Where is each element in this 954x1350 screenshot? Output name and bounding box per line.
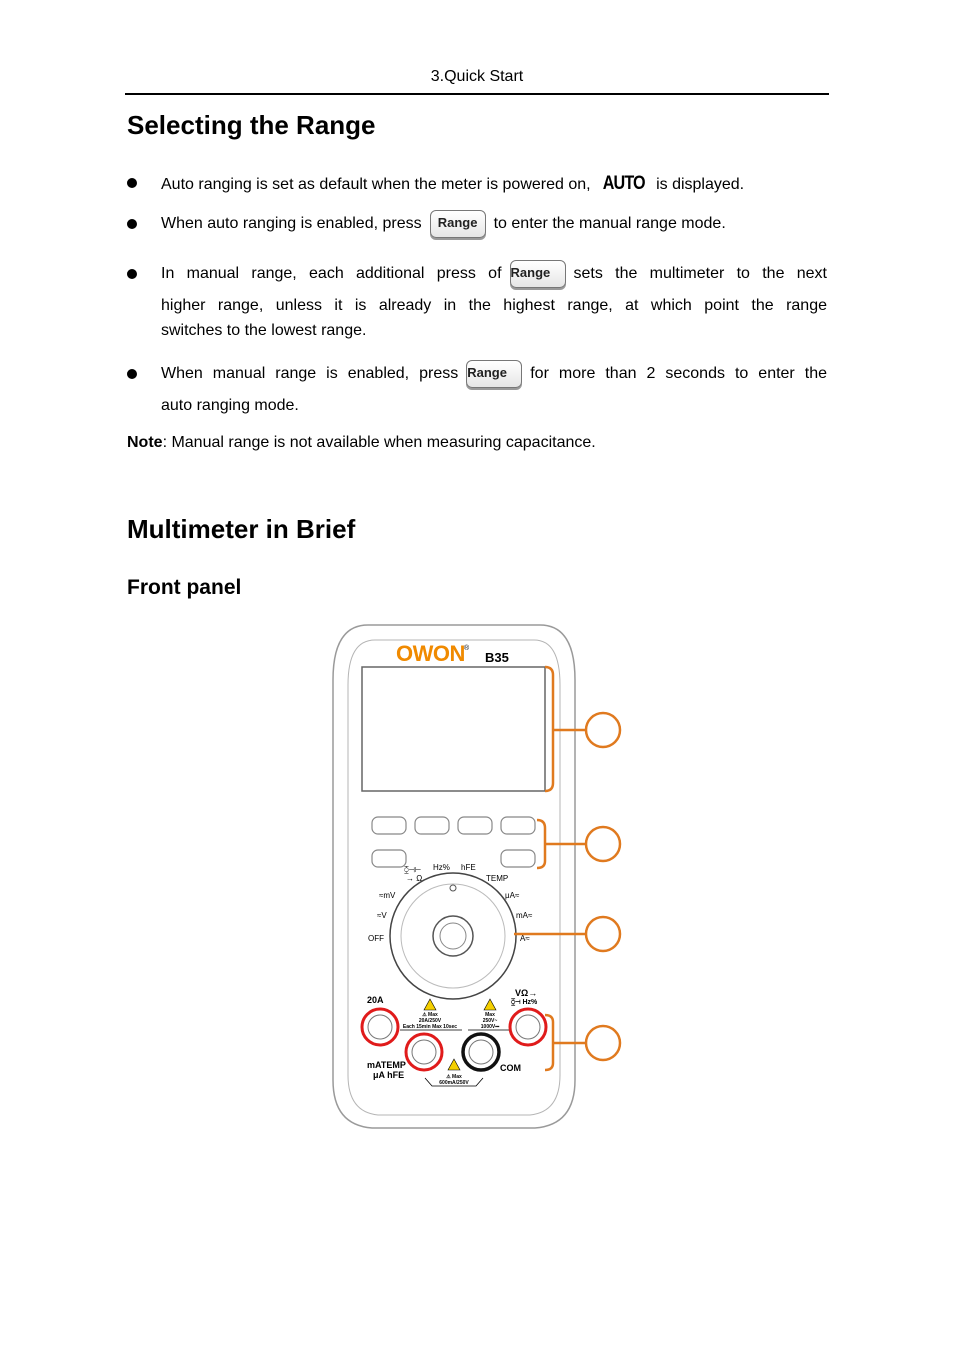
dial-label-hz: Hz% (433, 863, 450, 872)
registered-mark-icon: ® (464, 645, 470, 652)
section-title-range: Selecting the Range (127, 110, 376, 140)
bullet-text-segment: for more than 2 seconds to enter the (530, 365, 827, 382)
jack-label-vohm-2: ⧲⊣ Hz% (511, 999, 538, 1006)
header-rule (125, 93, 829, 95)
lcd-display (362, 667, 545, 791)
range-key-icon: Range (430, 210, 486, 238)
section-title-brief: Multimeter in Brief (127, 514, 356, 544)
bullet-line: auto ranging mode. (161, 397, 299, 414)
function-button (372, 817, 406, 834)
bullet-text (161, 210, 827, 238)
bullet-text-segment: to enter the manual range mode. (493, 215, 726, 233)
bullet-text-segment: Auto ranging is set as default when the meter is powered on, (161, 176, 591, 193)
bullet-text (161, 259, 827, 343)
warning-text: Max (485, 1012, 495, 1018)
callout-circle-4 (586, 1026, 620, 1060)
brand-logo: OWON (396, 641, 465, 666)
dial-label-a: A≈ (520, 934, 530, 943)
bullet-line (161, 259, 827, 289)
rotary-dial-outer (390, 873, 516, 999)
dial-label-ua: μA≈ (505, 891, 520, 900)
dial-pointer-icon (450, 885, 456, 891)
jack-com (463, 1034, 499, 1070)
bullet-text-segment: is displayed. (656, 176, 745, 193)
bullet-text-segment: When auto ranging is enabled, press (161, 215, 422, 233)
bullet-item (127, 359, 827, 421)
jack-label-uahfe: μA hFE (373, 1070, 405, 1080)
jack-ma (406, 1034, 442, 1070)
bullet-dot (127, 369, 137, 379)
subsection-title-front-panel: Front panel (127, 576, 242, 599)
dial-label-cap: ⧲⊣⊢ (404, 865, 421, 874)
bullet-dot (127, 219, 137, 229)
warning-triangle-icon (484, 999, 496, 1010)
jack-label-matemp: mATEMP (367, 1060, 406, 1070)
warning-triangle-icon (424, 999, 436, 1010)
warning-text: Each 15min Max 10sec (402, 1024, 458, 1030)
callout-circle-1 (586, 713, 620, 747)
bullet-text-segment: sets the multimeter to the next (573, 265, 827, 282)
jack-label-20a: 20A (367, 995, 384, 1005)
bullet-text (161, 359, 827, 418)
dial-label-ma: mA≈ (516, 911, 533, 920)
bullet-text-segment: In manual range, each additional press of (161, 265, 502, 282)
callout-circle-3 (586, 917, 620, 951)
bullet-dot (127, 269, 137, 279)
function-button (415, 817, 449, 834)
multimeter-front-panel-figure (300, 615, 640, 1135)
dial-label-ohm: → Ω (406, 874, 423, 883)
function-button (501, 850, 535, 867)
bullet-line (161, 359, 827, 389)
callout-bracket-buttons (537, 820, 545, 868)
dial-label-hfe: hFE (461, 863, 476, 872)
jack-vohm (510, 1009, 546, 1045)
callout-bracket-display (545, 667, 553, 791)
device-outer-shell (333, 625, 575, 1128)
bullet-line: higher range, unless it is already in the highest range, at which point the range (161, 297, 827, 314)
jack-20a (362, 1009, 398, 1045)
function-button (372, 850, 406, 867)
note (127, 434, 596, 452)
note-text: : Manual range is not available when measuring capacitance. (162, 434, 596, 451)
function-button (501, 817, 535, 834)
warning-text: ⚠ Max (446, 1074, 462, 1080)
bullet-dot (127, 178, 137, 188)
warning-text: 20A/250V (418, 1018, 442, 1024)
bullet-line: switches to the lowest range. (161, 322, 367, 339)
bullet-item (127, 210, 827, 240)
rotary-dial-knob (433, 916, 473, 956)
warning-text: 1000V⎓ (480, 1024, 500, 1030)
range-key-icon: Range (466, 360, 522, 388)
dial-label-v: ≈V (377, 911, 387, 920)
dial-label-mv: ≈mV (379, 891, 396, 900)
bullet-item (127, 259, 827, 349)
bullet-text (161, 171, 827, 197)
running-header: 3.Quick Start (430, 68, 524, 85)
jack-label-com: COM (500, 1063, 521, 1073)
bullet-item (127, 171, 827, 196)
warning-triangle-icon (448, 1059, 460, 1070)
note-label: Note (127, 434, 163, 451)
function-button (458, 817, 492, 834)
rotary-dial-center (440, 923, 466, 949)
warning-text: ⚠ Max (422, 1012, 438, 1018)
jack-label-vohm: VΩ→ (515, 988, 538, 998)
bullet-text-segment: When manual range is enabled, press (161, 365, 459, 382)
warning-text: 250V~ (482, 1018, 498, 1024)
model-label: B35 (485, 650, 509, 665)
rotary-dial-ring (401, 884, 505, 988)
dial-label-temp: TEMP (486, 874, 509, 883)
auto-indicator: AUTO (602, 173, 645, 194)
dial-label-off: OFF (368, 934, 384, 943)
range-key-icon: Range (510, 260, 566, 288)
callout-circle-2 (586, 827, 620, 861)
warning-text: 600mA/250V (439, 1080, 469, 1086)
